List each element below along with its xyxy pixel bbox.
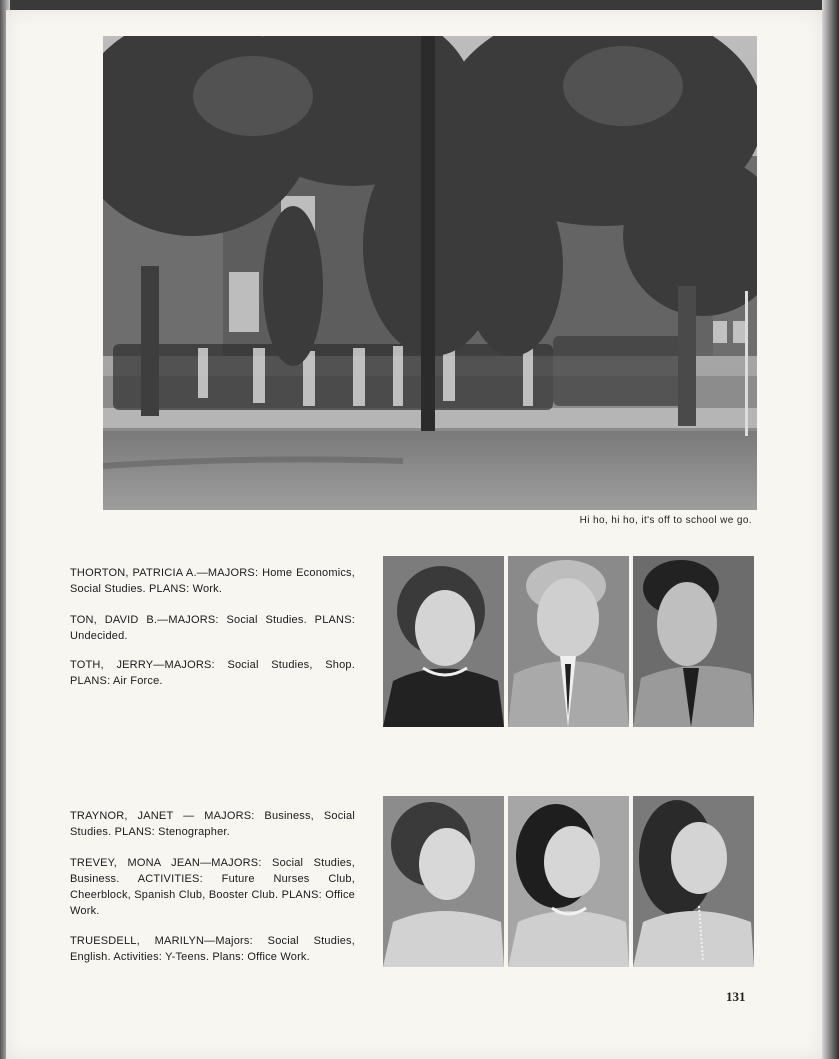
student-entry: TREVEY, MONA JEAN—MAJORS: Social Studies, Business. ACTIVITIES: Future Nurses Club, Cheerblock, Spanish Club, Booster Club. PLANS: Office Work.	[70, 857, 355, 917]
student-entry: TOTH, JERRY—MAJORS: Social Studies, Shop. PLANS: Air Force.	[70, 659, 355, 687]
portrait-toth-jerry	[633, 556, 754, 727]
page-edge	[822, 0, 839, 1059]
portrait-ton-david	[508, 556, 629, 727]
portrait-truesdell-marilyn	[633, 796, 754, 967]
campus-crowd-photo	[103, 36, 757, 510]
portrait-trevey-mona-jean	[508, 796, 629, 967]
portrait-row-one	[383, 556, 754, 727]
student-entry: TRAYNOR, JANET — MAJORS: Business, Social Studies. PLANS: Stenographer.	[70, 810, 355, 838]
page-number: 131	[726, 989, 746, 1004]
student-entry: TON, DAVID B.—MAJORS: Social Studies. PLANS: Undecided.	[70, 614, 355, 642]
photo-caption: Hi ho, hi ho, it's off to school we go.	[579, 515, 752, 526]
student-entry: TRUESDELL, MARILYN—Majors: Social Studies, English. Activities: Y-Teens. Plans: Office Work.	[70, 935, 355, 963]
portrait-row-two	[383, 796, 754, 967]
portrait-traynor-janet	[383, 796, 504, 967]
portrait-thorton-patricia	[383, 556, 504, 727]
student-entry: THORTON, PATRICIA A.—MAJORS: Home Economics, Social Studies. PLANS: Work.	[70, 567, 355, 595]
